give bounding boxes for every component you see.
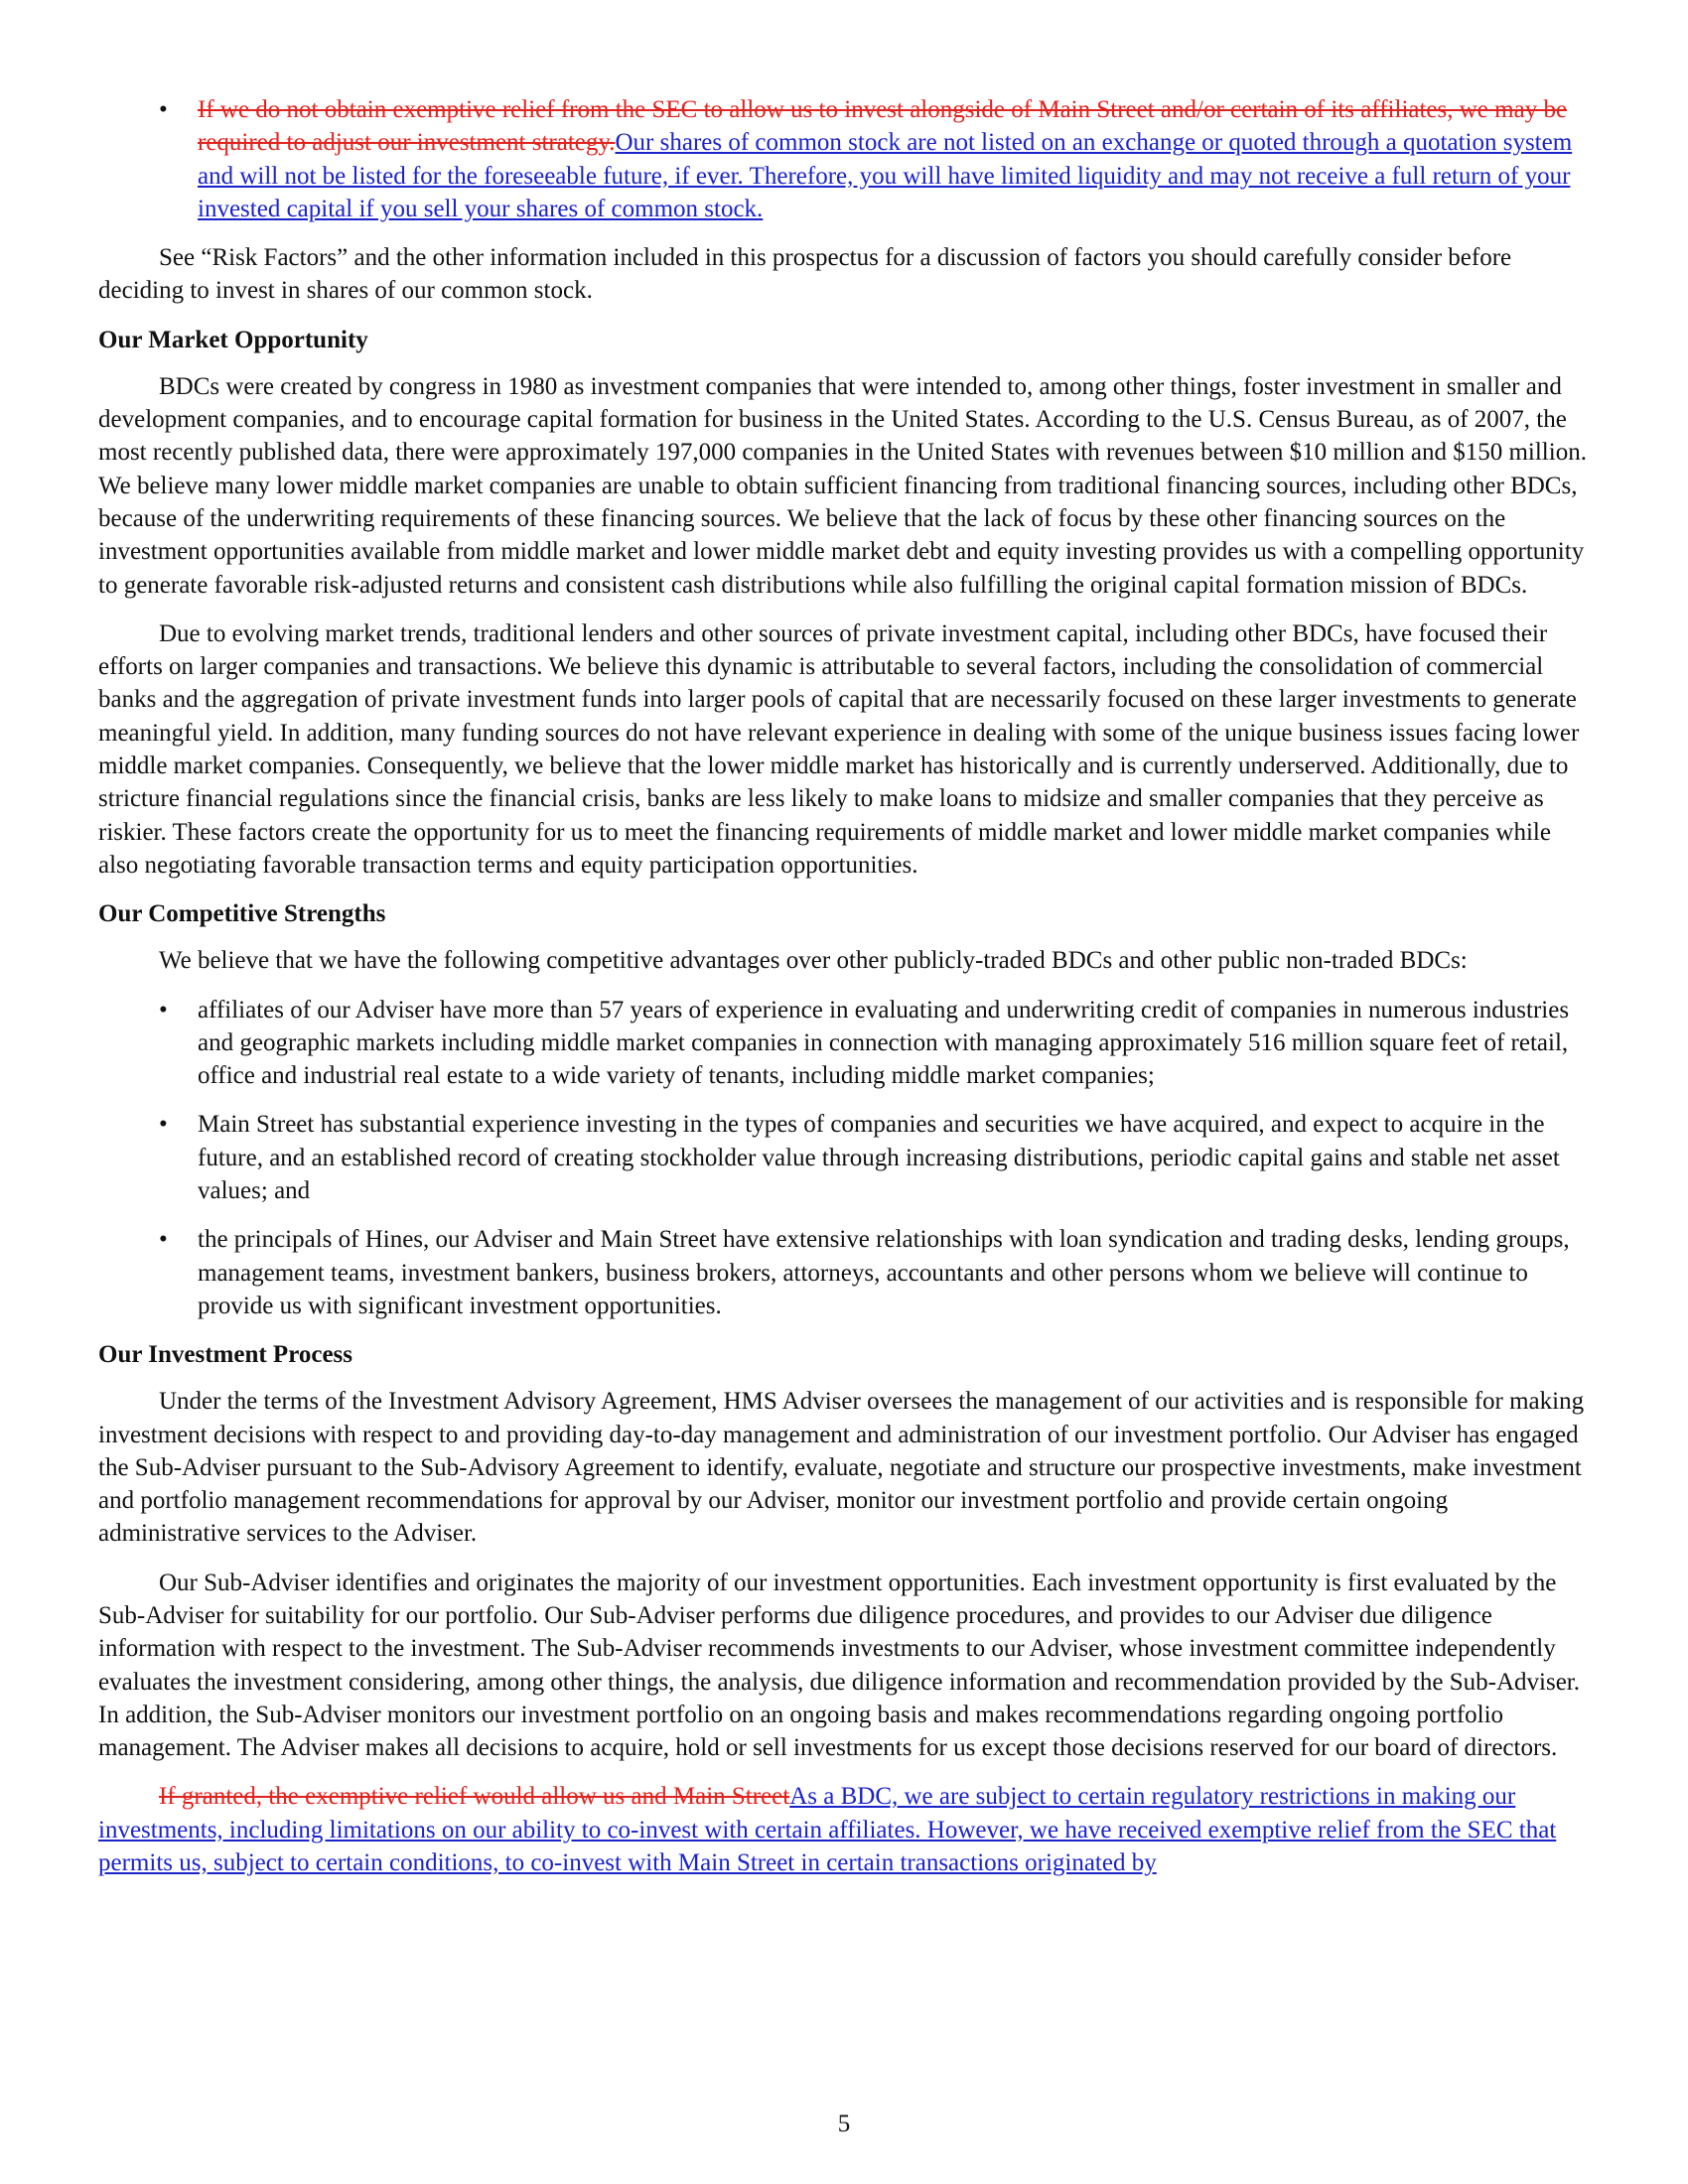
process-paragraph-1: Under the terms of the Investment Advisory Agreement, HMS Adviser oversees the management of our activities and is responsible for making investment decisions with respect to and providing day-to-day management and administration of our investment portfolio. Our Adviser has engaged the Sub-Adviser pursuant to the Sub-Advisory Agreement to identify, evaluate, negotiate and structure our prospective investments, make investment and portfolio management recommendations for approval by our Adviser, monitor our investment portfolio and provide certain ongoing administrative services to the Adviser. <box>98 1388 1585 1548</box>
deleted-text: If granted, the exemptive relief would allow us and Main Street <box>159 1783 790 1811</box>
bullet-icon: • <box>159 1111 168 1139</box>
document-page <box>98 93 1590 1895</box>
process-paragraph-3 <box>98 1780 1590 1879</box>
market-paragraph-1: BDCs were created by congress in 1980 as investment companies that were intended to, among other things, foster investment in smaller and development companies, and to encourage capital formation for business in the United States. According to the U.S. Census Bureau, as of 2007, the most recently published data, there were approximately 197,000 companies in the United States with revenues between $10 million and $150 million. We believe many lower middle market companies are unable to obtain sufficient financing from traditional financing sources, including other BDCs, because of the underwriting requirements of these financing sources. We believe that the lack of focus by these other financing sources on the investment opportunities available from middle market and lower middle market debt and equity investing provides us with a compelling opportunity to generate favorable risk-adjusted returns and consistent cash distributions while also fulfilling the original capital formation mission of BDCs. <box>98 372 1587 599</box>
strengths-list-item: • affiliates of our Adviser have more than 57 years of experience in evaluating and underwriting credit of companies in numerous industries and geographic markets including middle market companies in connection with managing approximately 516 million square feet of retail, office and industrial real estate to a wide variety of tenants, including middle market companies; <box>98 994 1590 1093</box>
deleted-text: If we do not obtain exemptive relief from the SEC to allow us to invest alongside of Main Street and/or certain of its affiliates, we may be required to adjust our investment strategy. <box>198 96 1568 157</box>
bullet-item <box>98 93 1590 225</box>
market-paragraph-2: Due to evolving market trends, traditional lenders and other sources of private investment capital, including other BDCs, have focused their efforts on larger companies and transactions. We believe this dynamic is attributable to several factors, including the consolidation of commercial banks and the aggregation of private investment funds into larger pools of capital that are necessarily focused on these larger investments to generate meaningful yield. In addition, many funding sources do not have relevant experience in dealing with some of the unique business issues facing lower middle market companies. Consequently, we believe that the lower middle market has historically and is currently underserved. Additionally, due to stricture financial regulations since the financial crisis, banks are less likely to make loans to midsize and smaller companies that they perceive as riskier. These factors create the opportunity for us to meet the financing requirements of middle market and lower middle market companies while also negotiating favorable transaction terms and equity participation opportunities. <box>98 619 1580 879</box>
bullet-icon: • <box>159 996 168 1024</box>
bullet-list-top <box>98 93 1590 225</box>
inserted-text: Our shares of common stock are not listed on an exchange or quoted through a quotation system and will not be listed for the foreseeable future, if ever. Therefore, you will have limited liquidity and may not receive a full return of your invested capital if you sell your shares of common stock. <box>198 129 1573 222</box>
strengths-list <box>98 994 1590 1323</box>
strengths-list-item: • the principals of Hines, our Adviser and Main Street have extensive relationships with loan syndication and trading desks, lending groups, management teams, investment bankers, business brokers, attorneys, accountants and other persons whom we believe will continue to provide us with significant investment opportunities. <box>98 1223 1590 1322</box>
bullet-icon: • <box>159 1226 168 1254</box>
page-number: 5 <box>837 2111 851 2137</box>
strengths-list-item: • Main Street has substantial experience investing in the types of companies and securities we have acquired, and expect to acquire in the future, and an established record of creating stockholder value through increasing distributions, periodic capital gains and stable net asset values; and <box>98 1108 1590 1207</box>
section-heading-market: Our Market Opportunity <box>98 326 368 353</box>
bullet-icon: • <box>159 96 168 123</box>
strengths-intro: We believe that we have the following competitive advantages over other publicly-traded BDCs and other public non-traded BDCs: <box>159 947 1468 975</box>
section-heading-strengths: Our Competitive Strengths <box>98 900 386 928</box>
process-paragraph-2: Our Sub-Adviser identifies and originates the majority of our investment opportunities. Each investment opportunity is first evaluated by the Sub-Adviser for suitability for our portfolio. Our Sub-Adviser performs due diligence procedures, and provides to our Adviser due diligence information with respect to the investment. The Sub-Adviser recommends investments to our Adviser, whose investment committee independently evaluates the investment considering, among other things, the analysis, due diligence information and recommendation provided by the Sub-Adviser. In addition, the Sub-Adviser monitors our investment portfolio on an ongoing basis and makes recommendations regarding ongoing portfolio management. The Adviser makes all decisions to acquire, hold or sell investments for us except those decisions reserved for our board of directors. <box>98 1569 1581 1762</box>
inserted-text: As a BDC, we are subject to certain regulatory restrictions in making our investments, including limitations on our ability to co-invest with certain affiliates. However, we have received exemptive relief from the SEC that permits us, subject to certain conditions, to co-invest with Main Street in certain transactions originated by <box>98 1783 1557 1877</box>
section-heading-process: Our Investment Process <box>98 1341 352 1369</box>
risk-factors-paragraph: See “Risk Factors” and the other information included in this prospectus for a discussion of factors you should carefully consider before deciding to invest in shares of our common stock. <box>98 244 1512 305</box>
